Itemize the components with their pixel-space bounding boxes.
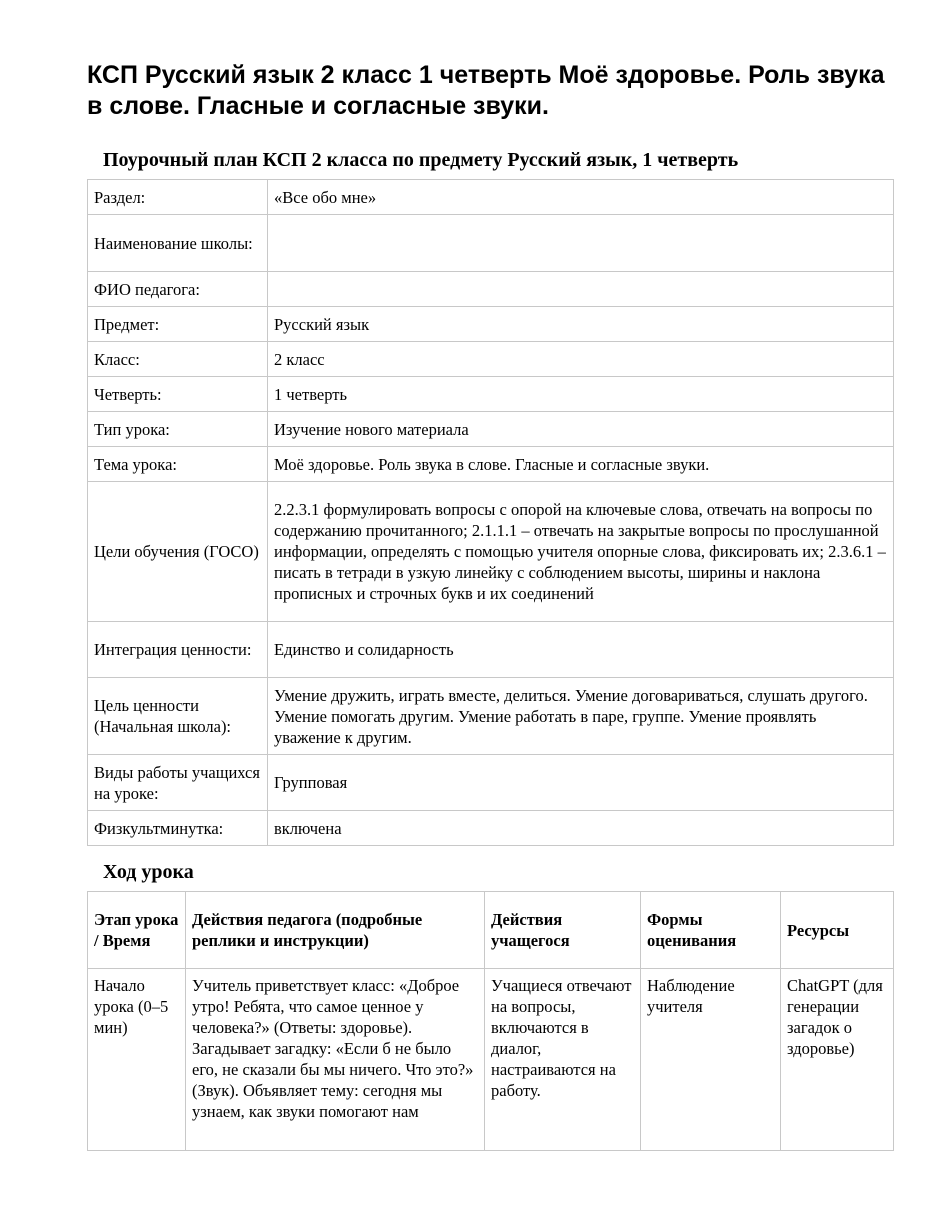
info-row-lesson-topic <box>88 447 894 482</box>
info-value: Единство и солидарность <box>268 622 894 678</box>
info-label: Виды работы учащихся на уроке: <box>88 755 268 811</box>
info-value: Изучение нового материала <box>268 412 894 447</box>
info-row-quarter <box>88 377 894 412</box>
info-row-learning-goals <box>88 482 894 622</box>
info-row-school <box>88 215 894 272</box>
teacher-actions-cell: Учитель приветствует класс: «Доброе утро! Ребята, что самое ценное у человека?» (Ответы: здоровье). Загадывает загадку: «Если б не было его, не сказали бы мы ничего. Что это?» (Звук). Объявляет тему: сегодня мы узнаем, как звуки помогают нам <box>186 969 485 1151</box>
info-label: Четверть: <box>88 377 268 412</box>
info-row-grade <box>88 342 894 377</box>
assessment-cell: Наблюдение учителя <box>641 969 781 1151</box>
info-label: Интеграция ценности: <box>88 622 268 678</box>
column-header-assessment: Формы оценивания <box>641 892 781 969</box>
info-value: 2.2.3.1 формулировать вопросы с опорой на ключевые слова, отвечать на вопросы по содержанию прочитанного; 2.1.1.1 – отвечать на закрытые вопросы по прослушанной информации, определять с помощью учителя опорные слова, фиксировать их; 2.3.6.1 – писать в тетради в узкую линейку с соблюдением высоты, ширины и наклона прописных и строчных букв и их соединений <box>268 482 894 622</box>
info-value <box>268 215 894 272</box>
info-value: Умение дружить, играть вместе, делиться. Умение договариваться, слушать другого. Умение помогать другим. Умение работать в паре, группе. Умение проявлять уважение к другим. <box>268 678 894 755</box>
info-label: Класс: <box>88 342 268 377</box>
resources-cell: ChatGPT (для генерации загадок о здоровье) <box>781 969 894 1151</box>
info-row-lesson-type <box>88 412 894 447</box>
lesson-info-table <box>87 179 894 846</box>
info-value: «Все обо мне» <box>268 180 894 215</box>
info-label: Цели обучения (ГОСО) <box>88 482 268 622</box>
info-row-work-types <box>88 755 894 811</box>
document-title: КСП Русский язык 2 класс 1 четверть Моё здоровье. Роль звука в слове. Гласные и согласные звуки. <box>87 61 885 120</box>
info-label: Тема урока: <box>88 447 268 482</box>
info-row-value-goal <box>88 678 894 755</box>
student-actions-cell: Учащиеся отвечают на вопросы, включаются в диалог, настраиваются на работу. <box>485 969 641 1151</box>
lesson-flow-table <box>87 891 894 1151</box>
column-header-teacher-actions: Действия педагога (подробные реплики и инструкции) <box>186 892 485 969</box>
info-value: Групповая <box>268 755 894 811</box>
lesson-table-header-row <box>88 892 894 969</box>
info-label: Предмет: <box>88 307 268 342</box>
table-row <box>88 969 894 1151</box>
info-label: Раздел: <box>88 180 268 215</box>
lesson-heading: Ход урока <box>103 861 194 883</box>
column-header-resources: Ресурсы <box>781 892 894 969</box>
info-value: включена <box>268 811 894 846</box>
info-label: Физкультминутка: <box>88 811 268 846</box>
info-row-values-integration <box>88 622 894 678</box>
info-value: Русский язык <box>268 307 894 342</box>
stage-cell: Начало урока (0–5 мин) <box>88 969 186 1151</box>
info-label: ФИО педагога: <box>88 272 268 307</box>
column-header-stage: Этап урока / Время <box>88 892 186 969</box>
info-row-exercise-break <box>88 811 894 846</box>
info-value: Моё здоровье. Роль звука в слове. Гласные и согласные звуки. <box>268 447 894 482</box>
info-label: Наименование школы: <box>88 215 268 272</box>
info-row-section <box>88 180 894 215</box>
info-label: Тип урока: <box>88 412 268 447</box>
column-header-student-actions: Действия учащегося <box>485 892 641 969</box>
info-label: Цель ценности (Начальная школа): <box>88 678 268 755</box>
plan-heading: Поурочный план КСП 2 класса по предмету Русский язык, 1 четверть <box>103 149 739 171</box>
info-row-teacher <box>88 272 894 307</box>
info-value: 2 класс <box>268 342 894 377</box>
info-value: 1 четверть <box>268 377 894 412</box>
info-row-subject <box>88 307 894 342</box>
info-value <box>268 272 894 307</box>
